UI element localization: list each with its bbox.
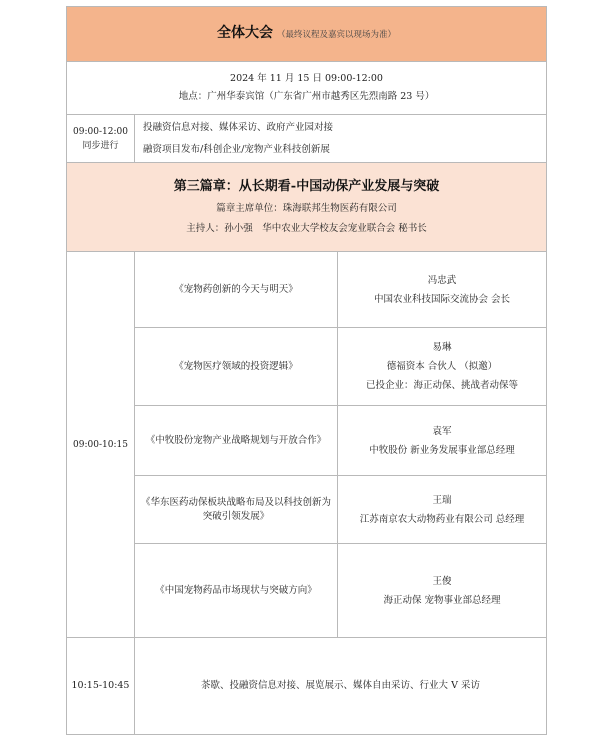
plenary-header	[67, 7, 547, 62]
talk-speaker	[338, 406, 547, 476]
section-header	[67, 163, 547, 252]
parallel-item: 融资项目发布/科创企业/宠物产业科技创新展	[143, 143, 330, 155]
talk-title: 《宠物医疗领域的投资逻辑》	[135, 328, 338, 406]
speaker-name: 袁军	[432, 425, 452, 437]
speaker-affiliation: 海正动保 宠物事业部总经理	[383, 594, 501, 606]
talk-title: 《宠物药创新的今天与明天》	[135, 252, 338, 328]
section-host: 主持人：孙小强 华中农业大学校友会宠业联合会 秘书长	[186, 223, 427, 234]
plenary-title: 全体大会	[217, 25, 273, 41]
speaker-affiliation: 德福资本 合伙人 （拟邀）	[386, 361, 498, 372]
agenda-table	[66, 6, 547, 735]
talk-title: 《中国宠物药品市场现状与突破方向》	[135, 544, 338, 638]
event-date: 2024 年 11 月 15 日 09:00-12:00	[230, 73, 383, 84]
speaker-name: 王俊	[432, 575, 452, 587]
break-time: 10:15-10:45	[67, 638, 135, 735]
talk-title: 《华东医药动保板块战略布局及以科技创新为突破引领发展》	[135, 476, 338, 544]
section-row	[67, 163, 547, 252]
parallel-row	[67, 115, 547, 163]
break-activity: 茶歇、投融资信息对接、展览展示、媒体自由采访、行业大 V 采访	[135, 638, 547, 735]
talk-row	[67, 476, 547, 544]
speaker-affiliation: 江苏南京农大动物药业有限公司 总经理	[359, 513, 525, 525]
talk-speaker	[338, 328, 547, 406]
plenary-header-row	[67, 7, 547, 62]
speaker-affiliation: 中国农业科技国际交流协会 会长	[373, 293, 511, 305]
break-row	[67, 638, 547, 735]
parallel-time: 09:00-12:00	[73, 126, 128, 137]
talk-row	[67, 328, 547, 406]
info-cell	[67, 62, 547, 115]
parallel-item: 投融资信息对接、媒体采访、政府产业园对接	[143, 121, 334, 133]
speaker-name: 易琳	[432, 342, 452, 353]
speaker-affiliation: 中牧股份 新业务发展事业部总经理	[369, 444, 515, 456]
plenary-note: （最终议程及嘉宾以现场为准）	[277, 30, 397, 40]
speaker-name: 王瑞	[432, 494, 452, 506]
parallel-time-cell	[67, 115, 135, 163]
speaker-detail: 已投企业：海正动保、挑战者动保等	[366, 380, 519, 391]
event-location: 地点：广州华泰宾馆（广东省广州市越秀区先烈南路 23 号）	[178, 91, 435, 102]
parallel-items	[135, 115, 547, 163]
talk-speaker	[338, 252, 547, 328]
section-title: 第三篇章：从长期看-中国动保产业发展与突破	[173, 179, 440, 194]
info-row	[67, 62, 547, 115]
section-organizer: 篇章主席单位：珠海联邦生物医药有限公司	[216, 203, 397, 214]
talks-time: 09:00-10:15	[67, 252, 135, 638]
talk-speaker	[338, 476, 547, 544]
parallel-label: 同步进行	[82, 140, 119, 151]
talk-row	[67, 252, 547, 328]
talk-row	[67, 544, 547, 638]
talk-title: 《中牧股份宠物产业战略规划与开放合作》	[135, 406, 338, 476]
talk-row	[67, 406, 547, 476]
talk-speaker	[338, 544, 547, 638]
speaker-name: 冯忠武	[427, 274, 457, 286]
